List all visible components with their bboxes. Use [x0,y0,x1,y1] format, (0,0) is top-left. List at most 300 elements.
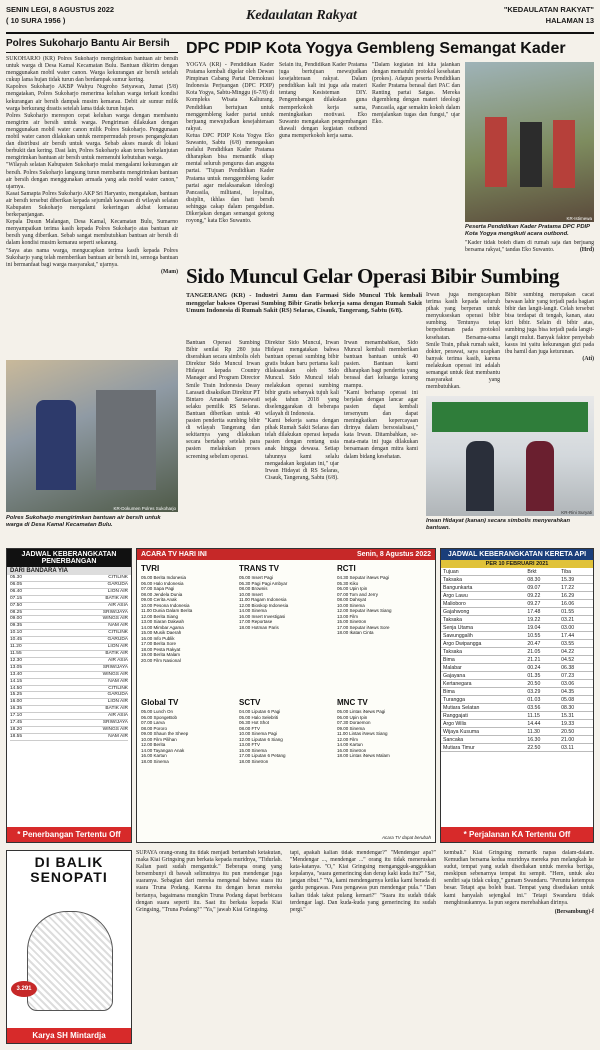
train-destination: Sancaka [441,736,525,744]
train-row [441,664,593,672]
train-table-body [441,576,593,752]
train-depart: 19.04 [525,624,559,632]
tv-show: 07.00 Larva [141,720,165,725]
tv-show: 18.00 Lintas iNews Malam [337,753,390,758]
train-col-tujuan: Tujuan [441,568,525,576]
paragraph: Irwan menambahkan, Sido Muncul kembali memberikan bantuan bantuan untuk 40 pasien. Bantuan kami diharapkan bagi penderita yang berasal dari keluarga kurang mampu. [344,340,418,389]
train-row [441,712,593,720]
paragraph: Kasat Samapta Polres Sukoharjo AKP Sri Haryanto, mengatakan, bantuan air bersih tersebut diberikan kepada sejumlah kawasan di wilayah selatan Kabupaten Sukoharjo mengalami kekeringan akibat kemarau berkepanjangan. [6,190,178,219]
tv-show: 10.00 Film Pilihan [141,736,177,742]
train-depart: 20.50 [525,680,559,688]
train-arrive: 05.08 [559,696,593,704]
tv-show: 06.30 Hot Shot [239,720,270,725]
train-arrive: 04.35 [559,688,593,696]
train-row [441,592,593,600]
tv-show: 18.00 Hotman Paris [239,624,279,630]
train-depart: 01.35 [525,672,559,680]
flight-time: 12.30 [10,657,23,663]
tv-show: 12.00 Liputan 6 Siang [239,736,283,742]
tv-show: 08.00 Brownis [239,586,268,591]
train-destination: Argo Wilis [441,720,525,728]
story-pdip-photo [465,62,594,222]
story-sido-col4 [426,292,500,392]
flight-time: 15.25 [10,692,23,698]
story-pdip-col3 [372,62,460,258]
train-schedule [440,548,594,843]
flight-row [10,589,128,596]
story-polres [6,38,178,538]
train-arrive: 07.23 [559,672,593,680]
train-depart: 11.30 [525,728,559,736]
flight-time: 18.55 [10,733,23,739]
tv-show: 10.00 Sinema Pagi [239,731,278,736]
story-sido-col2 [265,340,339,538]
byline: (Mam) [160,268,178,275]
tv-show: 11.00 Lintas iNews Siang [337,731,388,736]
tv-show: 18.00 Sinetron [239,758,269,764]
flight-airline: CITILINK [108,575,128,580]
flight-airline: SRIWIJAYA [102,609,128,615]
comic-illustration [27,911,113,1011]
tv-show: 05.00 Halo Selebriti [239,714,279,720]
train-arrive: 03.11 [559,744,593,752]
tv-schedule-date: Senin, 8 Agustus 2022 [356,551,431,558]
tv-show: 06.00 SpongeBob [141,714,178,720]
train-destination: Sawunggalih [441,632,525,640]
train-destination: Ranggajati [441,712,525,720]
train-destination: Kertanegara [441,680,525,688]
train-row [441,584,593,592]
train-destination: Mutiara Timur [441,744,525,752]
tv-channel-name: TRANS TV [239,564,279,573]
tv-show: 12.00 Berita Siang [141,613,179,619]
paragraph: "Kader tidak boleh diam di rumah saja dan berjuang bersama rakyat," tandas Eko Suwanto. [465,240,594,254]
masthead-right [504,4,594,26]
train-arrive: 03.00 [559,624,593,632]
train-depart: 14.44 [525,720,559,728]
train-row [441,688,593,696]
train-destination: Senja Utama [441,624,525,632]
train-destination: Taksaka [441,648,525,656]
tv-channel-name: RCTI [337,564,356,573]
flight-airline: NAM AIR [108,678,128,684]
story-sido-caption: Irwan Hidayat (kanan) secara simbolis menyerahkan bantuan. [426,518,571,531]
tv-show: 18.00 Sinema [141,758,169,764]
story-pdip-caption: Peserta Pendidikan Kader Pratama DPC PDIP Kota Yogya mengikuti acara outbond. [465,224,590,237]
flight-airline: NAM AIR [108,623,128,629]
train-row [441,648,593,656]
flight-time: 17.10 [10,713,23,719]
train-depart: 03.56 [525,704,559,712]
flight-row [10,575,128,582]
flight-time: 16.35 [10,706,23,712]
photo-credit: KR-Dokumen Polres Sukoharjo [113,506,176,511]
tv-channel-block [141,562,233,692]
tv-show: 20.00 Film Nasional [141,657,181,663]
story-sido-col5 [505,292,594,392]
tv-show: 18.00 Pesta Rakyat [141,646,181,652]
train-row [441,608,593,616]
tv-show: 13.00 Film [337,613,359,619]
train-row [441,696,593,704]
train-destination: Malabar [441,664,525,672]
masthead [6,4,594,34]
tv-channel-block [337,696,429,826]
paragraph: Bibir sumbing merupakan cacat bawaan lahir yang terjadi pada bagian bibir dan langit-langit. Celah tersebut bisa terdapat di tengah, kanan, atau kiri bibir. Selain di bibir atas, sumbing juga bisa terjadi pada langit-langit mulut. Banyak faktor penyebab kasus ini yaitu kekurangan gizi pada ibu hamil dan juga keturunan. [505,292,594,355]
flight-airline: CITILINK [108,685,128,691]
train-destination: Malioboro [441,600,525,608]
tv-show: 15.00 Sinetron [337,619,367,624]
tv-show: 12.00 Berita [141,742,166,747]
story-polres-caption: Polres Sukoharjo mengirimkan bantuan air bersih untuk warga di Desa Kamal Kecamatan Bulu. [6,515,161,528]
tv-show: 16.00 Info Publik [141,635,175,641]
flight-row [10,658,128,665]
tv-show: 10.00 Insert [239,591,263,597]
flight-time: 10.45 [10,637,23,643]
flight-time: 10.10 [10,630,23,636]
story-polres-body [6,56,178,356]
story-pdip-headline: DPC PDIP Kota Yogya Gembleng Semangat Kader [186,40,566,57]
tv-show: 14.00 Mimbar Agama [141,624,184,630]
serial-col2: tapi, apakah kalian tidak mendengar?" "Mendengar apa?" "Mendengar ..., mendengar ..." orang itu tidak meneruskan kata-katanya. "O," Kiai Gringsing mengangguk-anggukkan kepalanya, "suara gemerincing dan derap kaki kuda itu?" "Sst, jangan ribut." "Ya, kami mendengarnya ketika kami berada di gardu pengawas. Para pengawas pun mendengar pula." "Dan kalian tidak takut pulang kemari?" "Suara itu sudah tidak terdengar lagi. Dan kuda-kuda yang gemerincing itu sudah pergi." [290,850,436,913]
tv-show: 14.00 Tayangan Anak [141,747,185,753]
paragraph: Irwan juga mengucapkan terima kasih kepada seluruh pihak yang berperan untuk menyukseskan operasi bibir sumbing. Tentunya tetap berpedoman pada protokol kesehatan. Bersama-sama Smile Train, pihak rumah sakit, dokter, perawat, saya ucapkan banyak terima kasih, karena melakukan operasi ini adalah semangat untuk ikut membantu masyarakat yang membutuhkan. [426,292,500,391]
paragraph: "Kami bekerja sama dengan pihak Rumah Sakit Selaras dan telah dilakukan operasi kepada pasien dengan rentang usia anak hingga dewasa. Setiap tahunnya kami selalu mengadakan kegiatan ini," ujar Irwan Hidayat di RS Selaras, Cisauk, Tangerang, Sabtu (6/8). [265,418,339,481]
train-arrive: 04.52 [559,656,593,664]
train-arrive: 16.29 [559,592,593,600]
tv-schedule [136,548,436,843]
tv-show: 06.00 Halo Indonesia [141,580,184,586]
flight-time: 09.35 [10,623,23,629]
train-depart: 11.15 [525,712,559,720]
flight-time: 13.05 [10,664,23,670]
flight-time: 11.20 [10,644,22,650]
flight-time: 07.50 [10,602,23,608]
tv-show: 04.00 Liputan 6 Pagi [239,709,281,714]
flight-row [10,651,128,658]
tv-show: 14.00 Kartun [337,742,363,747]
flight-time: 11.55 [10,650,22,656]
flight-row [10,665,128,672]
train-arrive: 19.33 [559,720,593,728]
tv-show: 11.00 Dunia Dalam Berita [141,608,193,613]
paragraph: YOGYA (KR) - Pendidikan Kader Pratama kembali digelar oleh Dewan Pimpinan Cabang Partai Demokrasi Indonesia Perjuangan (DPC PDIP) Kota Yogya, Sabtu-Minggu (6-7/8) di Kompleks Wisata Kaliurang. Pendidikan bertujuan untuk menggembleng kader partai untuk berjuang mewujudkan kesejahteraan rakyat. [186,62,274,132]
tv-show: 17.00 Seputar iNews Sore [337,624,390,630]
train-destination: Bima [441,656,525,664]
train-row [441,720,593,728]
flight-time: 13.40 [10,671,23,677]
tv-show: 13.00 Siaran Dakwah [141,619,185,624]
tv-channel-block [239,696,331,826]
flight-row [10,596,128,603]
flight-airline: AIR ASIA [108,713,128,719]
paragraph: Bantuan Operasi Sumbing Bibir senilai Rp 280 juta diserahkan secara simbolis oleh Direktur Sido Muncul Irwan Hidayat kepada Country Manager and Program Director Smile Train Indonesia Deasy Larasati disaksikan Direktur PT Bintaro Amanah Sarasewati selaku pemilik RS Selaras. Bantuan diberikan untuk 40 pasien penderita sumbing bibir di wilayah Tangerang dan sekitarnya yang dilakukan secara bertahap setelah para pasien melakukan proses screening sebelum operasi. [186,340,260,460]
story-pdip-col1 [186,62,274,258]
train-depart: 19.22 [525,616,559,624]
train-row [441,600,593,608]
train-depart: 20.47 [525,640,559,648]
tv-show: 09.00 Sinema [337,725,365,731]
flight-airline: WINGS AIR [102,616,128,622]
story-sido-col1 [186,340,260,538]
tv-show: 06.00 Upin Ipin [337,586,368,591]
flight-row [10,603,128,610]
tv-show: 09.00 Cerita Anak [141,597,177,602]
train-destination: Taksaka [441,576,525,584]
train-destination: Mutiara Selatan [441,704,525,712]
flight-airline: NAM AIR [108,733,128,739]
tv-show: 18.00 Ikatan Cinta [337,630,374,635]
train-destination: Gajayana [441,672,525,680]
tv-show: 08.00 FTV [239,725,261,731]
comic-title: DI BALIK SENOPATI [30,854,108,885]
train-arrive: 15.39 [559,576,593,584]
flight-row [10,720,128,727]
train-destination: Wijaya Kusuma [441,728,525,736]
tv-show: 16.00 Sinetron [337,747,367,753]
flight-time: 14.15 [10,678,23,684]
train-destination: Bangunkarta [441,584,525,592]
tv-show: 05.00 Lunch On [141,709,174,714]
train-depart: 03.29 [525,688,559,696]
flight-airline: BATIK AIR [105,706,128,712]
tv-show: 17.00 Berita Sore [141,641,177,646]
serial-end: (Bersambung)-f [554,908,594,915]
flight-row [10,727,128,734]
tv-channel-block [239,562,331,692]
story-pdip-col2 [279,62,367,258]
train-arrive: 16.06 [559,600,593,608]
tv-show: 14.00 Sinema [239,608,267,613]
train-arrive: 04.22 [559,648,593,656]
flight-schedule-title: JADWAL KEBERANGKATAN PENERBANGAN [7,549,131,567]
serial-col1: SUPAYA orang-orang itu tidak menjadi bertambah ketakutan, maka Kiai Gringsing pun berkata kepada muridnya, "Tidurlah. Kalian pasti sudah mengantuk." Beberapa orang yang bersembunyi di bawah selimutnya itu pun mendengar juga suaranya. Sebagian dari mereka mengenal bahwa suara itu suara Truna Podang. Karena itu dengan heran mereka bertanya, bagaimana mungkin Truna Podang dapat berbicara dengan suara seperti itu. Saat itu berkata kepada Kiai Gringsing, "Truna Podang?" "Ya," jawab Kiai Gringsing. [136,850,282,913]
tv-show: 07.00 Tom and Jerry [337,591,378,597]
train-depart: 09.22 [525,592,559,600]
story-pdip-tail [465,240,594,260]
train-destination: Taksaka [441,616,525,624]
tv-schedule-header [137,549,435,560]
train-row [441,616,593,624]
train-depart: 08.30 [525,576,559,584]
serial-col3 [444,850,594,1044]
train-row [441,744,593,752]
paper-name: "KEDAULATAN RAKYAT" [503,5,594,14]
flight-airline: CITILINK [108,630,128,636]
train-row [441,728,593,736]
train-arrive: 17.44 [559,632,593,640]
tv-schedule-footer: Acara TV dapat berubah [381,835,431,840]
train-depart: 09.27 [525,600,559,608]
tv-show: 17.00 Liputan 6 Petang [239,753,286,758]
comic-number: 3.291 [11,981,37,997]
tv-show: 12.00 Film [337,736,359,742]
comic-credit: Karya SH Mintardja [7,1028,131,1043]
flight-time: 06.05 [10,581,23,587]
tv-show: 07.30 Doraemon [337,720,371,725]
paragraph: kembali." Kiai Gringsing menarik napas dalam-dalam. Kemudian bersama kedua muridnya mereka pun melangkah ke sudut, tempat yang sudah disediakan untuk mereka bertiga, meskipun sebenarnya tempat itu sempit. "Hem, untuk aku sendiri saja tidak cukup," gumam Swandaru. "Peruntu ketempus besar. Tetapi apa boleh buat. Tempat yang disediakan untuk kami hanyalah sejengkal ini." Tetapi Swandaru tidak menghiraukannya. Ia pun segera merebahkan dirinya. [444,850,594,906]
train-depart: 10.55 [525,632,559,640]
flight-time: 07.15 [10,595,23,601]
flight-time: 17.45 [10,720,23,726]
train-schedule-title: JADWAL KEBERANGKATAN KERETA API [441,549,593,560]
masthead-logo: Kedaulatan Rakyat [246,8,357,23]
tv-show: 16.00 Insert Investigasi [239,613,286,619]
tv-show: 16.00 Kartun [141,753,167,758]
train-row [441,576,593,584]
flight-airline: WINGS AIR [102,671,128,677]
flight-time: 16.00 [10,699,23,705]
train-row [441,640,593,648]
tv-show: 05.00 Insert Pagi [239,575,274,580]
flight-airline: SRIWIJAYA [102,720,128,726]
paragraph: Kapolres Sukoharjo AKBP Wahyu Nugroho Setyawan, Jumat (5/8) mengatakan, Polres Sukoharjo menerima keluhan warga terkait kondisi kekurangan air bersih dampak musim kemarau. Debit air sumur milik warga berkurang drastis setelah lama tidak turun hujan. [6,84,178,112]
paragraph: SUKOHARJO (KR) Polres Sukoharjo mengirimkan bantuan air bersih untuk warga di Desa Kamal Kecamatan Bulu. Bantuan dikirim dengan menggunakan mobil water canon. Warga kekurangan air bersih setelah cukup lama hujan tidak turun dan berdampak sumur kering. [6,56,178,84]
tv-channel-name: Global TV [141,698,179,707]
paragraph: Selain itu, Pendidikan Kader Pratama juga bertujuan mewujudkan kesejahteraan rakyat. Dalam pendidikan kali ini juga ada materi tentang Kesisteman DIY. Pengembangan dilakukan guna memperkokoh kerja sama, meningkatkan motivasi. Eko Suwanto mengatakan pengembangan diawali dengan kegiatan outbond guna memperkokoh kerja sama. [279,62,367,139]
paragraph: Direktur Sido Muncul, Irwan Hidayat mengatakan bahwa bantuan operasi sumbing bibir gratis bukan baru pertama kali dilaksanakan oleh Sido Muncul. Sido Muncul telah melakukan operasi sumbing bibir gratis sebanyak tujuh kali sejak tahun 2018 yang diselenggarakan di beberapa wilayah di Indonesia. [265,340,339,417]
tv-channel-name: SCTV [239,698,261,707]
flight-time: 14.50 [10,685,23,691]
train-row [441,736,593,744]
flight-airline: WINGS AIR [102,726,128,732]
paragraph: Polres Sukoharjo merespon cepat keluhan warga dengan membantu mengirim air bersih untuk warga. Pengiriman dilakukan dengan menggunakan mobil water canon milik Polres Sukoharjo. Penggunaan mobil water canon dilakukan untuk mempermudah proses pengangkutan dan distribusi air bersih untuk warga. Sebab akses masuk di lokasi berbukit dan kering. Dasi lain, Polres Sukoharjo akan terus berkelanjutan mengirimkan bantuan air bersih untuk memenuhi kebutuhan warga. [6,112,178,162]
tv-show: 06.00 Upin Ipin [337,714,368,720]
tv-channel-block [337,562,429,692]
train-row [441,624,593,632]
tv-show: 06.30 Pagi Pagi Ambyar [239,580,288,586]
train-arrive: 21.00 [559,736,593,744]
flight-airline: LION AIR [107,588,128,594]
story-sido-col3 [344,340,418,538]
tv-show: 10.00 Pesona Indonesia [141,602,190,608]
tv-show: 17.00 Reportase [239,619,273,624]
train-row [441,632,593,640]
photo-credit: KR-Rini Suryati [561,510,592,515]
train-row [441,704,593,712]
flight-row [10,672,128,679]
train-row [441,672,593,680]
train-table-header [441,568,593,576]
tv-show: 10.00 Sinema [337,602,365,608]
train-depart: 01.03 [525,696,559,704]
flight-airline: LION AIR [107,699,128,705]
train-depart: 21.05 [525,648,559,656]
train-depart: 22.50 [525,744,559,752]
flight-airline: GARUDA [107,692,128,698]
train-destination: Bima [441,688,525,696]
paragraph: Kepala Dusun Malangan, Desa Kamal, Kecamatan Bulu, Sumarno menyampaikan terima kasih kepada Polres Sukoharjo atas bantuan air bersih yang diberikan. Sebab sangat membutuhkan bantuan air bersih di dalam kondisi musim kemarau seperti sekarang. [6,219,178,247]
flight-schedule-footer: * Penerbangan Tertentu Off [7,827,131,842]
flight-airline: BATIK AIR [105,595,128,601]
train-depart: 17.48 [525,608,559,616]
story-sido-lead: TANGERANG (KR) - Industri Jamu dan Farmasi Sido Muncul Tbk kembali menggelar baksos Operasi Sumbing Bibir Gratis bekerja sama dengan Rumah Sakit Umum Indonesia di Rumah Sakit (RS) Selaras, Cisauk, Tangerang, Sabtu (6/8). [186,292,422,315]
tv-show: 12.00 Seputar iNews Siang [337,608,392,613]
flight-schedule-section: DARI BANDARA YIA [7,567,131,575]
flight-row [10,713,128,720]
train-arrive: 03.21 [559,616,593,624]
train-row [441,680,593,688]
train-row [441,656,593,664]
flight-row [10,679,128,686]
train-destination: Argo Dwipangga [441,640,525,648]
paragraph: Ketua DPC PDIP Kota Yogya Eko Suwanto, Sabtu (6/8) menegaskan melalui Pendidikan Kader Pratama diharapkan bisa memantik sikap mental seluruh pengurus dan anggota partai. "Tujuan Pendidikan Kader Pratama untuk menggembleng kader partai agar melaksanakan ideologi Pancasila, militansi, loyalitas, disiplin, ikhlas dan hati bersih sehingga cakap dalam pengabdian. Dikerjakan dengan semangat gotong royong," kata Eko Suwanto. [186,132,274,225]
train-depart: 21.21 [525,656,559,664]
flight-time: 09.00 [10,616,23,622]
photo-credit: KR-Istimewa [566,216,592,221]
train-table [441,568,593,752]
byline: (Hrd) [579,247,594,254]
flight-time: 08.25 [10,609,23,615]
story-sido-headline: Sido Muncul Gelar Operasi Bibir Sumbing [186,264,560,288]
issue-edition: ( 10 SURA 1956 ) [6,16,66,25]
flight-airline: GARUDA [107,637,128,643]
tv-show: 05.30 Kiko [337,580,359,586]
paragraph: "Saya atas nama warga, mengucapkan terima kasih kepada Polres Sukoharjo yang telah memberikan bantuan air bersih ini, semoga bantuan ini bermanfaat bagi warga masyarakat," ujarnya. [6,247,178,268]
train-arrive: 15.31 [559,712,593,720]
tv-show: 05.00 Lintas iNews Pagi [337,709,386,714]
tv-show: 11.00 Ragam Indonesia [239,597,287,602]
tv-show: 13.00 FTV [239,742,261,747]
paragraph: "Wilayah selatan Kabupaten Sukoharjo mulai mengalami kekurangan air bersih. Polres Sukoharjo langsung turun membantu mengirimkan bantuan air bersih dengan menggunakan armada yang ada mobil water canon," ujarnya. [6,162,178,190]
flight-airline: GARUDA [107,581,128,587]
flight-row [10,582,128,589]
flight-schedule [6,548,132,843]
masthead-left [6,4,114,26]
tv-channel-name: TVRI [141,564,160,573]
paragraph: "Kami berharap operasi ini berjalan dengan lancar agar pasien dapat kembali tersenyum dan dapat meningkatkan kepercayaan dirinya dalam bersosialisasi," kata Irwan. Ditambahkan, se-mata-mata ini juga dilakukan bersamaan dengan mitra kami dalam bidang kesehatan. [344,389,418,460]
flight-airline: SRIWIJAYA [102,664,128,670]
story-polres-photo [6,360,178,512]
flight-airline: AIR ASIA [108,602,128,608]
flight-airline: AIR ASIA [108,657,128,663]
train-arrive: 08.30 [559,704,593,712]
flight-schedule-rows [7,575,131,825]
tv-show: 08.00 Dahsyat [337,597,367,602]
train-schedule-subtitle: PER 10 FEBRUARI 2021 [441,560,593,568]
page-number: HALAMAN 13 [545,16,594,25]
tv-channel-name: MNC TV [337,698,368,707]
flight-time: 18.20 [10,726,23,732]
tv-channel-columns [137,560,435,830]
train-col-tiba: Tiba [559,568,593,576]
flight-time: 06.40 [10,588,23,594]
tv-show: 15.00 Sinema [239,747,267,753]
tv-show: 12.00 Bioskop Indonesia [239,602,289,608]
issue-date: SENIN LEGI, 8 AGUSTUS 2022 [6,5,115,14]
paragraph: "Dalam kegiatan ini kita jalankan dengan mematuhi protokol kesehatan (prokes). Adapun peserta Pendidikan Kader Pratama berasal dari PAC dan Ranting partai Satgas. Mereka digembleng dengan materi ideologi Pancasila, agar semakin kokoh dalam menjalankan tugas dan fungsi," ujar Eko. [372,62,460,125]
flight-row [10,734,128,741]
story-sido-photo [426,396,594,516]
tv-show: 19.00 Berita Malam [141,652,181,657]
train-arrive: 03.55 [559,640,593,648]
train-destination: Argo Lawu [441,592,525,600]
train-destination: Gajahwong [441,608,525,616]
comic-strip [6,850,132,1044]
train-depart: 00.24 [525,664,559,672]
train-schedule-footer: * Perjalanan KA Tertentu Off [441,827,593,842]
flight-time: 05.30 [10,575,23,580]
tv-show: 08.00 Jendela Dunia [141,591,183,597]
train-depart: 16.30 [525,736,559,744]
tv-show: 15.00 Musik Daerah [141,630,182,635]
tv-channel-block [141,696,233,826]
tv-show: 05.00 Berita Indonesia [141,575,187,580]
tv-show: 04.30 Seputar iNews Pagi [337,575,390,580]
flight-row [10,644,128,651]
train-col-brkt: Brkt [525,568,559,576]
byline: (Ati) [582,355,594,362]
